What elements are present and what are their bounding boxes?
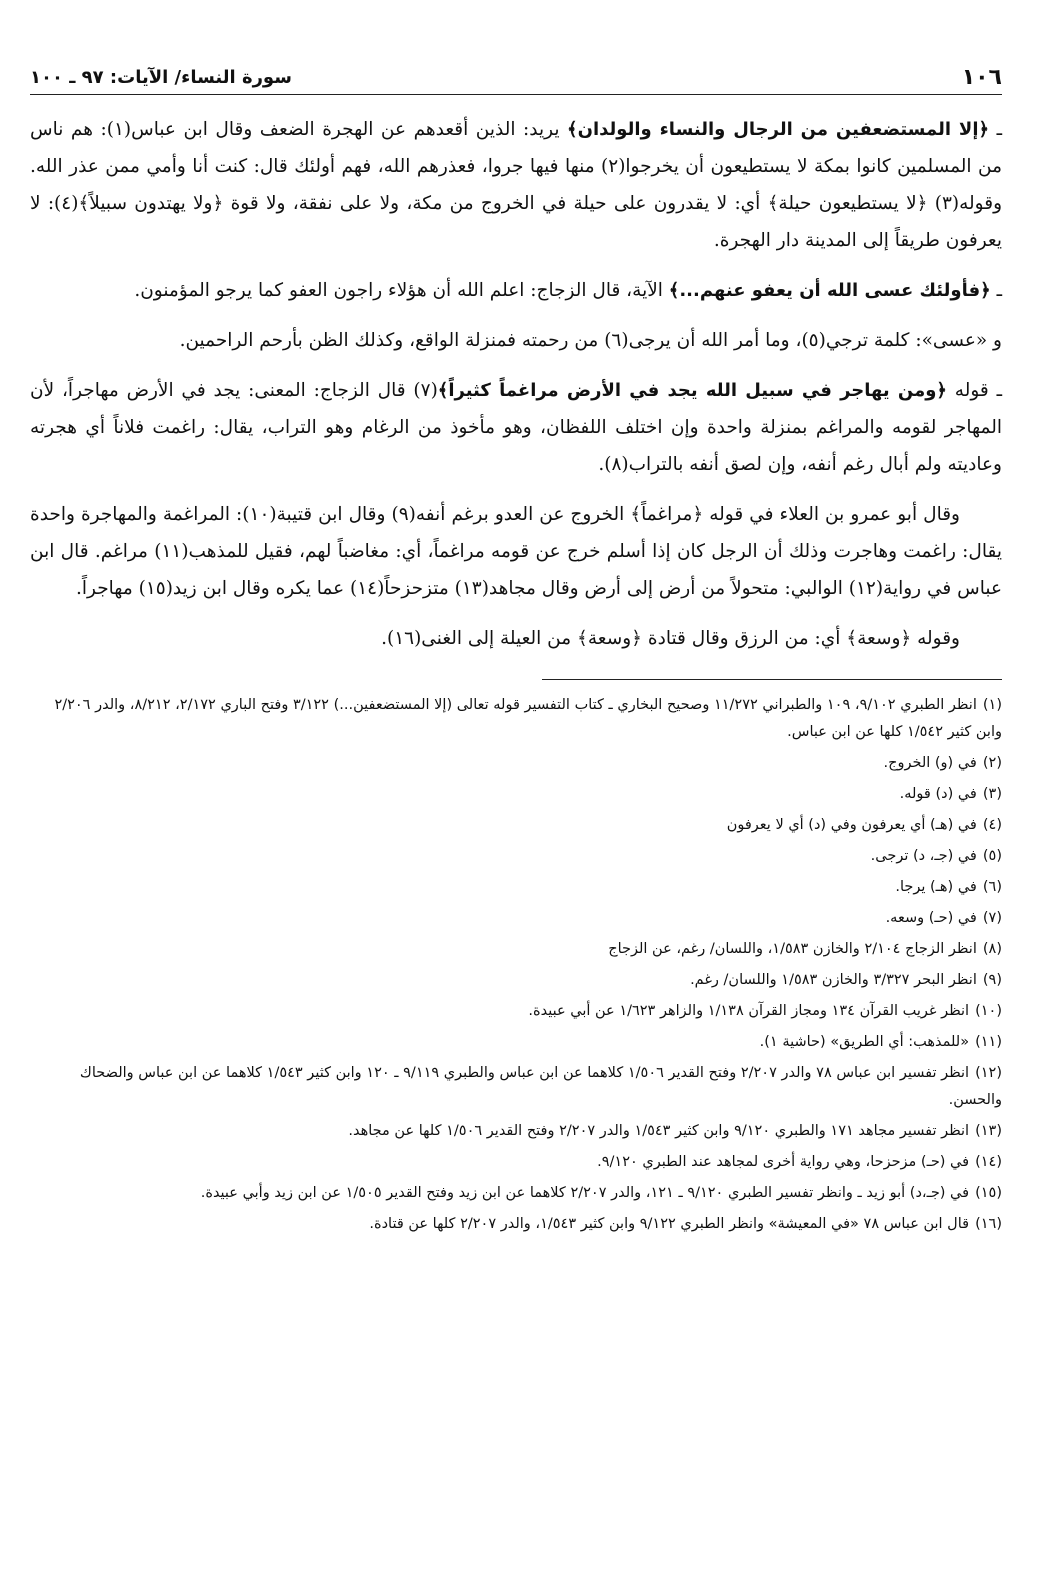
footnote-number: (١١): [975, 1034, 1002, 1050]
page-header: [30, 60, 1002, 95]
footnote-text: في (هـ) أي يعرفون وفي (د) أي لا يعرفون: [726, 817, 977, 833]
footnote-text: في (هـ) يرجا.: [895, 879, 977, 895]
footnote-number: (١٦): [975, 1216, 1002, 1232]
paragraph-prefix: ـ: [989, 119, 1003, 140]
paragraph-prefix: ـ قوله: [946, 380, 1002, 401]
footnotes: [30, 692, 1002, 1238]
footnote: [30, 1149, 1002, 1176]
footnote-number: (٢): [982, 755, 1002, 771]
paragraph-prefix: ـ: [990, 280, 1002, 301]
running-head: سورة النساء/ الآيات: ٩٧ ـ ١٠٠: [30, 66, 292, 88]
footnote-text: انظر تفسير ابن عباس ٧٨ والدر ٢/٢٠٧ وفتح القدير ١/٥٠٦ كلاهما عن ابن عباس والطبري ٩/١١٩ ـ ١٢٠ وابن كثير ١/٥٤٣ كلاهما عن ابن عباس والضحاك والحسن.: [79, 1065, 1002, 1108]
footnote-number: (٨): [982, 941, 1002, 957]
paragraph: [30, 496, 1002, 607]
footnote: [30, 1180, 1002, 1207]
page-number: ١٠٦: [961, 64, 1002, 90]
footnote-text: في (حـ) مزحزحا، وهي رواية أخرى لمجاهد عند الطبري ٩/١٢٠.: [597, 1154, 970, 1170]
footnote-separator: [542, 679, 1002, 680]
footnote-number: (٤): [982, 817, 1002, 833]
footnote-number: (١): [982, 697, 1002, 713]
paragraph: [30, 620, 1002, 657]
footnote-text: في (حـ) وسعه.: [885, 910, 977, 926]
footnote: [30, 874, 1002, 901]
footnote: [30, 967, 1002, 994]
footnote-number: (١٤): [975, 1154, 1002, 1170]
footnote: [30, 1211, 1002, 1238]
footnote-text: «للمذهب: أي الطريق» (حاشية ١).: [759, 1034, 970, 1050]
footnote: [30, 750, 1002, 777]
quran-quote: ﴿إلا المستضعفين من الرجال والنساء والولدان﴾: [567, 119, 990, 140]
footnote: [30, 905, 1002, 932]
footnote-text: في (د) قوله.: [899, 786, 977, 802]
footnote-text: انظر غريب القرآن ١٣٤ ومجاز القرآن ١/١٣٨ والزاهر ١/٦٢٣ عن أبي عبيدة.: [528, 1003, 970, 1019]
quran-quote: ﴿فأولئك عسى الله أن يعفو عنهم...﴾: [668, 280, 991, 301]
main-text: [30, 111, 1002, 657]
footnote-text: في (جـ،د) أبو زيد ـ وانظر تفسير الطبري ٩/١٢٠ ـ ١٢١، والدر ٢/٢٠٧ كلاهما عن ابن زيد وفتح القدير ١/٥٠٥ عن ابن زيد وأبي عبيدة.: [200, 1185, 970, 1201]
footnote: [30, 998, 1002, 1025]
footnote-number: (١٣): [975, 1123, 1002, 1139]
footnote-text: قال ابن عباس ٧٨ «في المعيشة» وانظر الطبري ٩/١٢٢ وابن كثير ١/٥٤٣، والدر ٢/٢٠٧ كلها عن قتادة.: [369, 1216, 970, 1232]
paragraph: [30, 322, 1002, 359]
footnote: [30, 1118, 1002, 1145]
footnote: [30, 936, 1002, 963]
footnote-text: انظر البحر ٣/٣٢٧ والخازن ١/٥٨٣ واللسان/ رغم.: [690, 972, 977, 988]
footnote-number: (١٥): [975, 1185, 1002, 1201]
footnote: [30, 812, 1002, 839]
footnote-text: انظر الطبري ٩/١٠٢، ١٠٩ والطبراني ١١/٢٧٢ وصحيح البخاري ـ كتاب التفسير قوله تعالى (إلا المستضعفين...) ٣/١٢٢ وفتح الباري ٢/١٧٢، ٨/٢١٢، والدر ٢/٢٠٦ وابن كثير ١/٥٤٢ كلها عن ابن عباس.: [54, 697, 1002, 740]
footnote-number: (٩): [982, 972, 1002, 988]
footnote: [30, 781, 1002, 808]
footnote-text: في (و) الخروج.: [883, 755, 977, 771]
paragraph: [30, 372, 1002, 483]
paragraph: [30, 111, 1002, 259]
footnote-number: (٣): [982, 786, 1002, 802]
footnote: [30, 1060, 1002, 1114]
paragraph-text: و «عسى»: كلمة ترجي(٥)، وما أمر الله أن يرجى(٦) من رحمته فمنزلة الواقع، وكذلك الظن بأرحم الراحمين.: [179, 330, 1002, 351]
paragraph-text: يريد: الذين أقعدهم عن الهجرة الضعف وقال ابن عباس(١): هم ناس من المسلمين كانوا بمكة لا يستطيعون أن يخرجوا(٢) منها فيها جروا، فعذرهم الله، فهم أولئك قال: كنت أنا وأمي ممن عذر الله. وقوله(٣) ﴿لا يستطيعون حيلة﴾ أي: لا يقدرون على حيلة في الخروج من مكة، ولا على نفقة، ولا قوة ﴿ولا يهتدون سبيلاً﴾(٤): لا يعرفون طريقاً إلى المدينة دار الهجرة.: [30, 119, 1002, 251]
footnote-text: انظر الزجاج ٢/١٠٤ والخازن ١/٥٨٣، واللسان/ رغم، عن الزجاج: [608, 941, 977, 957]
quran-quote: ﴿ومن يهاجر في سبيل الله يجد في الأرض مراغماً كثيراً﴾: [437, 380, 947, 401]
footnote: [30, 1029, 1002, 1056]
footnote: [30, 843, 1002, 870]
paragraph-text: الآية، قال الزجاج: اعلم الله أن هؤلاء راجون العفو كما يرجو المؤمنون.: [134, 280, 669, 301]
footnote-text: انظر تفسير مجاهد ١٧١ والطبري ٩/١٢٠ وابن كثير ١/٥٤٣ والدر ٢/٢٠٧ وفتح القدير ١/٥٠٦ كلها عن مجاهد.: [348, 1123, 970, 1139]
footnote-number: (٦): [982, 879, 1002, 895]
footnote-text: في (جـ، د) ترجى.: [870, 848, 977, 864]
paragraph: [30, 272, 1002, 309]
paragraph-text: وقوله ﴿وسعة﴾ أي: من الرزق وقال قتادة ﴿وسعة﴾ من العيلة إلى الغنى(١٦).: [381, 628, 960, 649]
footnote: [30, 692, 1002, 746]
paragraph-text: (٧) قال الزجاج: المعنى: يجد في الأرض مهاجراً، لأن المهاجر لقومه والمراغم بمنزلة واحدة وإن اختلف اللفظان، وهو مأخوذ من الرغام وهو التراب، يقال: راغمت فلاناً أي هجرته وعاديته ولم أبال رغم أنفه، وإن لصق أنفه بالتراب(٨).: [30, 380, 1002, 475]
footnote-number: (٥): [982, 848, 1002, 864]
footnote-number: (٧): [982, 910, 1002, 926]
paragraph-text: وقال أبو عمرو بن العلاء في قوله ﴿مراغماً﴾ الخروج عن العدو برغم أنفه(٩) وقال ابن قتيبة(١٠): المراغمة والمهاجرة واحدة يقال: راغمت وهاجرت وذلك أن الرجل كان إذا أسلم خرج عن قومه مراغماً، أي: مغاضباً لهم، فقيل للمذهب(١١) مراغم. قال ابن عباس في رواية(١٢) الوالبي: متحولاً من أرض إلى أرض وقال مجاهد(١٣) متزحزحاً(١٤) عما يكره وقال ابن زيد(١٥) مهاجراً.: [30, 504, 1003, 599]
footnote-number: (١٠): [975, 1003, 1002, 1019]
footnote-number: (١٢): [975, 1065, 1002, 1081]
book-page: [30, 60, 1002, 1545]
